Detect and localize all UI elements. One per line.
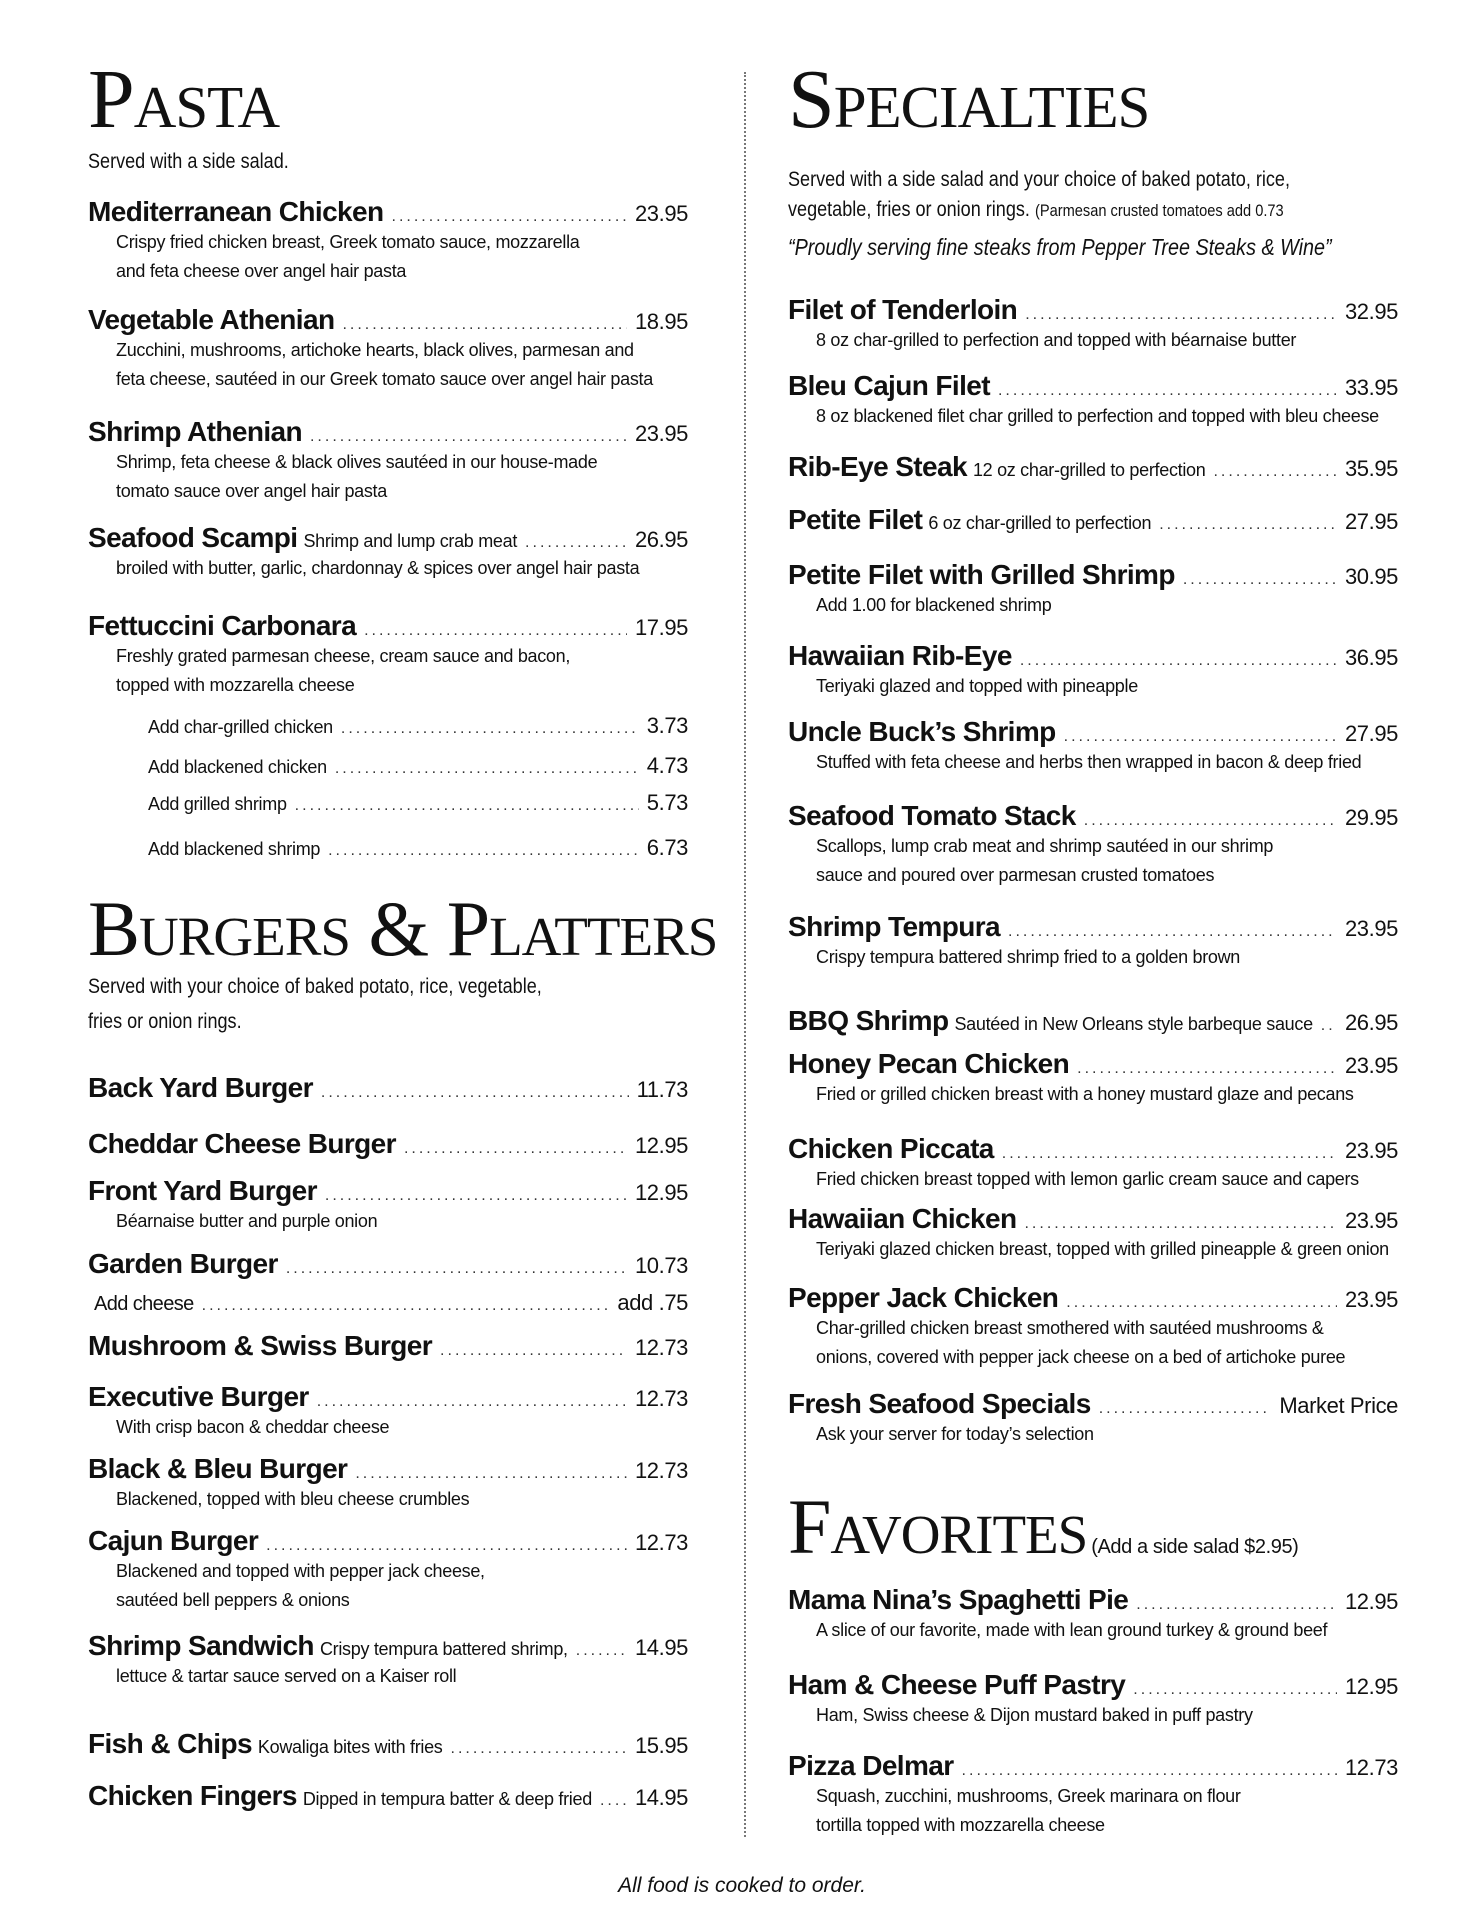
menu-item-price: 12.73: [634, 1335, 688, 1360]
menu-item-name: Chicken Fingers: [88, 1780, 297, 1811]
dot-leader: [1025, 306, 1337, 324]
menu-item-name: Shrimp Tempura: [788, 911, 1001, 942]
menu-item: [788, 1584, 1398, 1645]
dot-leader: [1066, 1294, 1337, 1312]
specialties-intro-note: (Parmesan crusted tomatoes add 0.73: [1034, 201, 1284, 220]
menu-item-row: [788, 800, 1398, 832]
menu-item: [788, 1750, 1398, 1840]
menu-item-row: [788, 911, 1398, 943]
addon-label: Add blackened shrimp: [148, 839, 321, 859]
menu-item-price: 12.95: [1344, 1674, 1398, 1699]
menu-item-description: onions, covered with pepper jack cheese on a bed of artichoke puree: [816, 1347, 1346, 1367]
menu-item-price: add .75: [617, 1290, 688, 1315]
dot-leader: [335, 760, 639, 778]
menu-item-name: Black & Bleu Burger: [88, 1453, 348, 1484]
menu-item-price: 23.95: [1344, 1208, 1398, 1233]
menu-item-price: 12.95: [634, 1180, 688, 1205]
menu-item-price: 32.95: [1344, 299, 1398, 324]
menu-item-description: Char-grilled chicken breast smothered with sautéed mushrooms &: [816, 1318, 1324, 1338]
menu-item-row: [788, 1133, 1398, 1165]
menu-item-inline-desc: 6 oz char-grilled to perfection: [928, 513, 1152, 533]
menu-item-row: [788, 504, 1398, 536]
dot-leader: [310, 428, 627, 446]
menu-item-name: Filet of Tenderloin: [788, 294, 1018, 325]
menu-item-name: Vegetable Athenian: [88, 304, 335, 335]
menu-item: [88, 1128, 688, 1160]
menu-item-price: 23.95: [634, 201, 688, 226]
menu-item-name: Chicken Piccata: [788, 1133, 994, 1164]
dot-leader: [355, 1465, 627, 1483]
dot-leader: [600, 1792, 627, 1810]
menu-item-name: Fettuccini Carbonara: [88, 610, 357, 641]
menu-item-description: Zucchini, mushrooms, artichoke hearts, black olives, parmesan and: [116, 340, 634, 360]
menu-item-row: [788, 1584, 1398, 1616]
dot-leader: [1136, 1596, 1337, 1614]
menu-item-name: Shrimp Athenian: [88, 416, 302, 447]
menu-item-price: 23.95: [1344, 1138, 1398, 1163]
menu-item-row: [788, 1048, 1398, 1080]
addon-item: [148, 835, 688, 861]
menu-item: [788, 1203, 1398, 1264]
menu-item-inline-desc: Kowaliga bites with fries: [257, 1737, 443, 1757]
menu-item-name: BBQ Shrimp: [788, 1005, 949, 1036]
specialties-intro-line-1: Served with a side salad and your choice of baked potato, rice,: [788, 168, 1290, 191]
menu-item-name: Cheddar Cheese Burger: [88, 1128, 396, 1159]
dot-leader: [317, 1393, 627, 1411]
menu-item-description: Fried chicken breast topped with lemon garlic cream sauce and capers: [816, 1169, 1359, 1189]
menu-item-description: tomato sauce over angel hair pasta: [116, 481, 387, 501]
menu-item-price: 14.95: [634, 1635, 688, 1660]
menu-item: [788, 370, 1398, 431]
dot-leader: [998, 382, 1337, 400]
menu-item-description: A slice of our favorite, made with lean ground turkey & ground beef: [816, 1620, 1328, 1640]
dot-leader: [202, 1297, 610, 1315]
menu-item-row: [788, 1750, 1398, 1782]
addon-price: 5.73: [646, 790, 688, 815]
dot-leader: [328, 842, 639, 860]
menu-item-price: 27.95: [1344, 721, 1398, 746]
addon-price: 3.73: [646, 713, 688, 738]
menu-item-name: Pizza Delmar: [788, 1750, 954, 1781]
menu-item-description: Teriyaki glazed chicken breast, topped with grilled pineapple & green onion: [816, 1239, 1389, 1259]
menu-item-name: Rib-Eye Steak: [788, 451, 967, 482]
menu-item-inline-desc: Dipped in tempura batter & deep fried: [302, 1789, 592, 1809]
addon-label: Add blackened chicken: [148, 757, 327, 777]
dot-leader: [341, 720, 639, 738]
menu-item-description: 8 oz char-grilled to perfection and topped with béarnaise butter: [816, 330, 1297, 350]
menu-item: [88, 1330, 688, 1362]
menu-item: [788, 1282, 1398, 1372]
menu-item: [88, 1728, 688, 1760]
menu-item-description: broiled with butter, garlic, chardonnay & spices over angel hair pasta: [116, 558, 640, 578]
dot-leader: [404, 1140, 627, 1158]
menu-item: [88, 1248, 688, 1280]
dot-leader: [440, 1342, 627, 1360]
menu-item-row: [788, 294, 1398, 326]
menu-item-description: Squash, zucchini, mushrooms, Greek marinara on flour: [816, 1786, 1241, 1806]
menu-item-name: Petite Filet with Grilled Shrimp: [788, 559, 1175, 590]
menu-item: [88, 416, 688, 506]
menu-item-row: [88, 1728, 688, 1760]
dot-leader: [342, 316, 626, 334]
dot-leader: [1002, 1145, 1337, 1163]
menu-item-row: [88, 1630, 688, 1662]
dot-leader: [525, 534, 627, 552]
addon-item: [148, 790, 688, 816]
menu-item-name: Cajun Burger: [88, 1525, 259, 1556]
menu-item-description: Ask your server for today’s selection: [816, 1424, 1094, 1444]
menu-item: [88, 1175, 688, 1236]
menu-item-price: 23.95: [634, 421, 688, 446]
menu-item-description: Fried or grilled chicken breast with a honey mustard glaze and pecans: [816, 1084, 1354, 1104]
menu-item-row: [88, 1453, 688, 1485]
menu-item: [88, 196, 688, 286]
addon-label: Add char-grilled chicken: [148, 717, 333, 737]
menu-item-row: [88, 416, 688, 448]
favorites-title: Favorites: [788, 1483, 1088, 1570]
menu-item: [788, 1669, 1398, 1730]
menu-item-row: [88, 1128, 688, 1160]
menu-item-row: [88, 1175, 688, 1207]
menu-item-price: 23.95: [1344, 1053, 1398, 1078]
menu-item-description: and feta cheese over angel hair pasta: [116, 261, 407, 281]
menu-item-price: 14.95: [634, 1785, 688, 1810]
favorites-note: (Add a side salad $2.95): [1091, 1536, 1299, 1558]
dot-leader: [364, 622, 627, 640]
favorites-title-row: [788, 1483, 1299, 1570]
menu-item-description: Crispy fried chicken breast, Greek tomato sauce, mozzarella: [116, 232, 580, 252]
menu-item-price: 23.95: [1344, 916, 1398, 941]
menu-item-price: 17.95: [634, 615, 688, 640]
menu-item-row: [788, 1388, 1398, 1420]
menu-item-price: 12.73: [1344, 1755, 1398, 1780]
menu-item-description: Béarnaise butter and purple onion: [116, 1211, 378, 1231]
menu-item-price: 26.95: [634, 527, 688, 552]
menu-item-description: Stuffed with feta cheese and herbs then wrapped in bacon & deep fried: [816, 752, 1362, 772]
addon-row: [148, 713, 688, 739]
menu-item-description: tortilla topped with mozzarella cheese: [816, 1815, 1105, 1835]
menu-item-row: [788, 1203, 1398, 1235]
menu-item: [788, 294, 1398, 355]
burgers-title: Burgers & Platters: [88, 885, 718, 972]
menu-item-inline-desc: Shrimp and lump crab meat: [303, 531, 518, 551]
footer-note: All food is cooked to order.: [618, 1874, 866, 1897]
menu-item-row: [88, 1525, 688, 1557]
menu-item-row: [88, 1290, 688, 1316]
dot-leader: [1084, 812, 1337, 830]
dot-leader: [1159, 516, 1337, 534]
menu-item-name: Add cheese: [94, 1293, 194, 1315]
menu-item-price: 35.95: [1344, 456, 1398, 481]
menu-item-row: [88, 1248, 688, 1280]
menu-item-price: 30.95: [1344, 564, 1398, 589]
menu-item: [88, 522, 688, 583]
menu-item: [788, 559, 1398, 620]
menu-item-description: Add 1.00 for blackened shrimp: [816, 595, 1052, 615]
menu-item-row: [88, 1330, 688, 1362]
menu-item-name: Mediterranean Chicken: [88, 196, 384, 227]
dot-leader: [392, 208, 627, 226]
menu-item-name: Pepper Jack Chicken: [788, 1282, 1059, 1313]
specialties-intro-text: vegetable, fries or onion rings.: [788, 198, 1030, 221]
menu-item: [88, 1525, 688, 1615]
specialties-title: Specialties: [788, 53, 1150, 146]
menu-item: [88, 1381, 688, 1442]
menu-item-name: Front Yard Burger: [88, 1175, 317, 1206]
pasta-intro: Served with a side salad.: [88, 150, 289, 173]
menu-item-description: sautéed bell peppers & onions: [116, 1590, 350, 1610]
dot-leader: [576, 1642, 627, 1660]
menu-item-price: 33.95: [1344, 375, 1398, 400]
addon-price: 4.73: [646, 753, 688, 778]
menu-item-inline-desc: Crispy tempura battered shrimp,: [319, 1639, 568, 1659]
menu-item-name: Garden Burger: [88, 1248, 278, 1279]
menu-item-price: 26.95: [1344, 1010, 1398, 1035]
menu-item-description: Freshly grated parmesan cheese, cream sauce and bacon,: [116, 646, 571, 666]
specialties-quote: “Proudly serving fine steaks from Pepper Tree Steaks & Wine”: [788, 234, 1332, 260]
menu-item-row: [788, 640, 1398, 672]
menu-item: [88, 610, 688, 700]
dot-leader: [1024, 1215, 1336, 1233]
burgers-intro-line-2: fries or onion rings.: [88, 1010, 242, 1033]
menu-item: [88, 1290, 688, 1316]
menu-item-row: [88, 1780, 688, 1812]
menu-item: [788, 504, 1398, 536]
menu-item-row: [788, 1669, 1398, 1701]
menu-item-name: Back Yard Burger: [88, 1072, 313, 1103]
menu-item-name: Bleu Cajun Filet: [788, 370, 990, 401]
dot-leader: [1008, 923, 1337, 941]
menu-item-name: Uncle Buck’s Shrimp: [788, 716, 1056, 747]
dot-leader: [325, 1187, 627, 1205]
menu-item-price: 27.95: [1344, 509, 1398, 534]
menu-item-row: [88, 196, 688, 228]
menu-item-description: sauce and poured over parmesan crusted tomatoes: [816, 865, 1215, 885]
menu-item-row: [788, 1282, 1398, 1314]
menu-item-description: Blackened and topped with pepper jack cheese,: [116, 1561, 485, 1581]
menu-item-description: topped with mozzarella cheese: [116, 675, 355, 695]
menu-item-description: With crisp bacon & cheddar cheese: [116, 1417, 390, 1437]
menu-item-description: Crispy tempura battered shrimp fried to a golden brown: [816, 947, 1241, 967]
dot-leader: [1099, 1400, 1272, 1418]
menu-item-price: 15.95: [634, 1733, 688, 1758]
menu-item-name: Executive Burger: [88, 1381, 309, 1412]
menu-item-name: Seafood Scampi: [88, 522, 298, 553]
dot-leader: [295, 797, 639, 815]
menu-item-row: [88, 1072, 688, 1104]
dot-leader: [1183, 571, 1337, 589]
menu-item-price: 36.95: [1344, 645, 1398, 670]
menu-item-name: Fish & Chips: [88, 1728, 252, 1759]
menu-item-price: 18.95: [634, 309, 688, 334]
dot-leader: [1213, 463, 1336, 481]
menu-item-name: Ham & Cheese Puff Pastry: [788, 1669, 1126, 1700]
menu-item-description: Shrimp, feta cheese & black olives sautéed in our house-made: [116, 452, 598, 472]
menu-item-name: Seafood Tomato Stack: [788, 800, 1076, 831]
menu-item-name: Petite Filet: [788, 504, 923, 535]
menu-item-price: 10.73: [634, 1253, 688, 1278]
menu-item: [788, 716, 1398, 777]
dot-leader: [1064, 728, 1337, 746]
pasta-title: Pasta: [88, 53, 280, 146]
menu-item-name: Fresh Seafood Specials: [788, 1388, 1091, 1419]
menu-item-row: [88, 522, 688, 554]
menu-item-row: [88, 610, 688, 642]
menu-item: [788, 451, 1398, 483]
addon-row: [148, 835, 688, 861]
dot-leader: [1077, 1060, 1337, 1078]
menu-item: [788, 640, 1398, 701]
menu-item-price: 12.73: [634, 1458, 688, 1483]
menu-item-name: Hawaiian Chicken: [788, 1203, 1017, 1234]
menu-item-description: lettuce & tartar sauce served on a Kaiser roll: [116, 1666, 457, 1686]
addon-item: [148, 713, 688, 739]
menu-item-description: Blackened, topped with bleu cheese crumbles: [116, 1489, 470, 1509]
menu-item-row: [788, 559, 1398, 591]
menu-item-name: Mama Nina’s Spaghetti Pie: [788, 1584, 1129, 1615]
menu-item-name: Hawaiian Rib-Eye: [788, 640, 1012, 671]
addon-label: Add grilled shrimp: [148, 794, 287, 814]
menu-item: [788, 1388, 1398, 1449]
menu-item-price: 12.73: [634, 1386, 688, 1411]
dot-leader: [1133, 1681, 1337, 1699]
menu-item: [88, 1780, 688, 1812]
menu-item-price: 29.95: [1344, 805, 1398, 830]
menu-item-price: Market Price: [1279, 1393, 1398, 1418]
column-divider: [744, 72, 746, 1837]
menu-item-price: 12.95: [1344, 1589, 1398, 1614]
dot-leader: [266, 1537, 627, 1555]
menu-item-description: 8 oz blackened filet char grilled to perfection and topped with bleu cheese: [816, 406, 1379, 426]
menu-item-row: [88, 1381, 688, 1413]
dot-leader: [1020, 652, 1337, 670]
menu-item: [788, 1048, 1398, 1109]
menu-item-inline-desc: 12 oz char-grilled to perfection: [972, 460, 1206, 480]
menu-item: [788, 800, 1398, 890]
dot-leader: [321, 1084, 629, 1102]
menu-item-name: Honey Pecan Chicken: [788, 1048, 1070, 1079]
menu-item-row: [788, 370, 1398, 402]
burgers-intro-line-1: Served with your choice of baked potato, rice, vegetable,: [88, 975, 542, 998]
menu-item: [788, 1005, 1398, 1037]
addon-row: [148, 753, 688, 779]
menu-item: [88, 1072, 688, 1104]
menu-item: [88, 1630, 688, 1691]
menu-item-price: 11.73: [636, 1077, 688, 1102]
specialties-intro-line-2: [788, 194, 1284, 226]
menu-item-description: Scallops, lump crab meat and shrimp sautéed in our shrimp: [816, 836, 1274, 856]
addon-price: 6.73: [646, 835, 688, 860]
menu-item-price: 23.95: [1344, 1287, 1398, 1312]
dot-leader: [1321, 1017, 1337, 1035]
addon-item: [148, 753, 688, 779]
addon-row: [148, 790, 688, 816]
menu-item: [788, 1133, 1398, 1194]
menu-item-row: [788, 1005, 1398, 1037]
menu-item-price: 12.95: [634, 1133, 688, 1158]
menu-item-description: Teriyaki glazed and topped with pineapple: [816, 676, 1138, 696]
menu-item-name: Mushroom & Swiss Burger: [88, 1330, 433, 1361]
menu-item-row: [88, 304, 688, 336]
menu-item: [88, 1453, 688, 1514]
menu-item: [788, 911, 1398, 972]
menu-item-price: 12.73: [634, 1530, 688, 1555]
menu-item-row: [788, 451, 1398, 483]
menu-item-inline-desc: Sautéed in New Orleans style barbeque sauce: [954, 1014, 1313, 1034]
menu-item-description: Ham, Swiss cheese & Dijon mustard baked in puff pastry: [816, 1705, 1253, 1725]
menu-item-row: [788, 716, 1398, 748]
menu-item: [88, 304, 688, 394]
dot-leader: [286, 1260, 627, 1278]
dot-leader: [962, 1762, 1337, 1780]
menu-item-description: feta cheese, sautéed in our Greek tomato sauce over angel hair pasta: [116, 369, 653, 389]
dot-leader: [451, 1740, 627, 1758]
menu-item-name: Shrimp Sandwich: [88, 1630, 314, 1661]
